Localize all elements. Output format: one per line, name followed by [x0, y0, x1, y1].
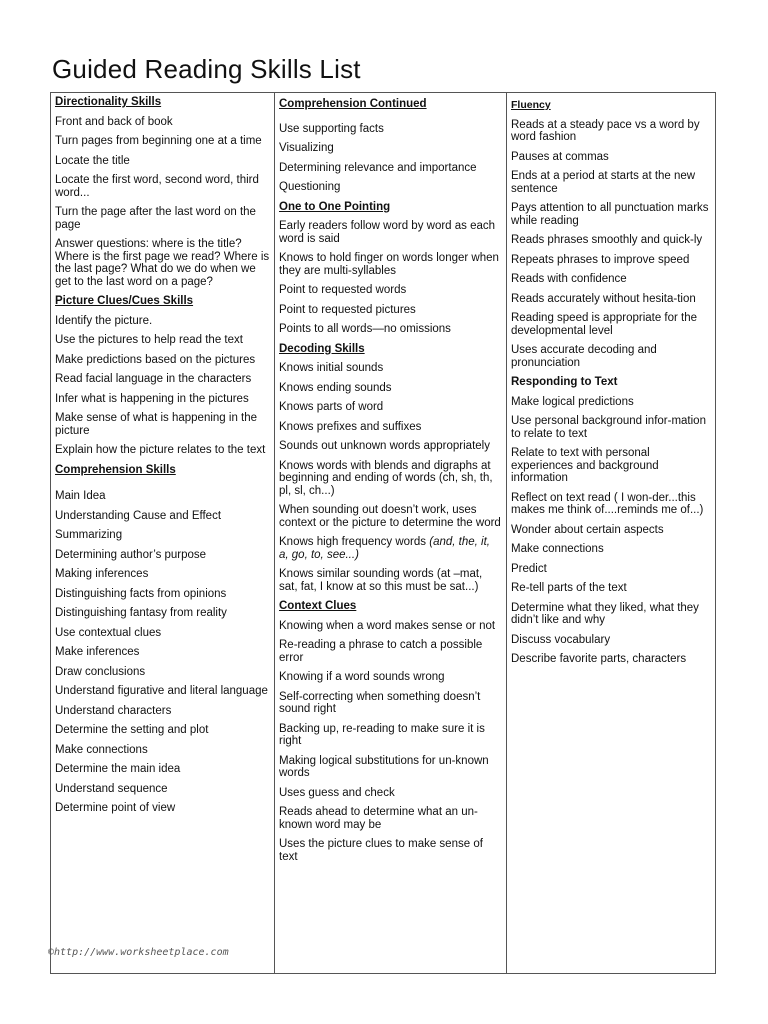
skill-item — [511, 415, 711, 440]
item-text: Uses the picture clues to make sense of text — [279, 838, 483, 863]
item-text: Determining author’s purpose — [55, 548, 207, 561]
skill-item — [279, 123, 502, 136]
skill-item — [55, 627, 270, 640]
item-text: Distinguishing fantasy from reality — [55, 607, 227, 619]
skill-item — [55, 490, 270, 503]
item-text: Distinguishing facts from opinions — [55, 587, 227, 600]
item-text: Uses guess and check — [279, 786, 395, 799]
item-text: Discuss vocabulary — [511, 633, 611, 646]
item-text: Determine the setting and plot — [55, 724, 209, 736]
skill-item — [55, 607, 270, 620]
item-text: Picture Clues/Cues Skills — [55, 295, 194, 307]
item-text: Determine point of view — [55, 802, 176, 814]
item-text: Turn pages from beginning one at a time — [55, 135, 262, 147]
skill-item — [55, 206, 270, 231]
item-text: Pauses at commas — [511, 150, 609, 163]
skill-item — [279, 460, 502, 498]
item-text: Determine what they liked, what they didn’t like and why — [511, 601, 699, 626]
skill-item — [511, 543, 711, 556]
item-text: Understand characters — [55, 704, 172, 717]
item-text: Point to requested words — [279, 284, 407, 296]
skill-item — [511, 634, 711, 647]
section-heading — [279, 343, 502, 356]
skill-item — [55, 174, 270, 199]
item-text: Knows ending sounds — [279, 381, 392, 394]
item-text: Questioning — [279, 181, 341, 193]
item-text: Reads phrases smoothly and quick-ly — [511, 234, 703, 246]
item-text: Re-reading a phrase to catch a possible error — [279, 639, 483, 664]
page-title: Guided Reading Skills List — [52, 54, 361, 84]
item-text: Main Idea — [55, 490, 106, 502]
skill-item — [279, 504, 502, 529]
item-text: Backing up, re-reading to make sure it is right — [279, 722, 485, 747]
item-text: Reads ahead to determine what an un-known word may be — [279, 806, 478, 831]
skill-item — [279, 755, 502, 780]
skill-item — [55, 444, 270, 457]
item-text: Reflect on text read ( I won-der...this makes me think of....reminds me of...) — [511, 491, 704, 516]
skill-item — [511, 396, 711, 409]
skill-item — [511, 254, 711, 267]
skill-item — [511, 602, 711, 627]
item-text: Locate the title — [55, 154, 130, 167]
skill-item — [279, 162, 502, 175]
skill-item — [55, 646, 270, 659]
skill-item — [279, 142, 502, 155]
skill-item — [55, 724, 270, 737]
skill-item — [279, 421, 502, 434]
item-text: Make connections — [55, 743, 148, 756]
item-text: Sounds out unknown words appropriately — [279, 440, 490, 452]
skill-item — [55, 116, 270, 129]
item-text: Pays attention to all punctuation marks while reading — [511, 202, 709, 227]
section-heading — [55, 295, 270, 308]
item-text: Knowing if a word sounds wrong — [279, 671, 445, 683]
section-heading — [55, 464, 270, 477]
item-text: Points to all words—no omissions — [279, 323, 451, 335]
skill-item — [279, 620, 502, 633]
skill-item — [55, 588, 270, 601]
skill-item — [279, 362, 502, 375]
item-text: Knows initial sounds — [279, 362, 384, 374]
item-text: Make sense of what is happening in the picture — [55, 412, 258, 437]
item-text: Front and back of book — [55, 115, 173, 128]
skill-item — [279, 323, 502, 336]
item-text: Reads at a steady pace vs a word by word fashion — [511, 118, 700, 143]
item-text: Making inferences — [55, 568, 149, 580]
item-text: Predict — [511, 562, 547, 575]
item-text: Early readers follow word by word as each word is said — [279, 220, 496, 245]
item-text: Comprehension Continued — [279, 98, 427, 110]
item-text: When sounding out doesn’t work, uses context or the picture to determine the word — [279, 504, 501, 529]
item-text: Fluency — [511, 99, 551, 111]
skill-item — [55, 763, 270, 776]
item-text: Reads with confidence — [511, 273, 627, 285]
item-text: Re-tell parts of the text — [511, 582, 627, 594]
skill-item — [279, 284, 502, 297]
item-text: Decoding Skills — [279, 342, 365, 355]
item-text: Make connections — [511, 543, 604, 555]
item-text: Knows similar sounding words (at –mat, sat, fat, I know at so this must be sat...) — [279, 568, 483, 593]
item-text: Context Clues — [279, 600, 357, 612]
skill-item — [279, 440, 502, 453]
item-text: Ends at a period at starts at the new sentence — [511, 170, 696, 195]
item-text: Use the pictures to help read the text — [55, 334, 243, 346]
skill-item — [511, 293, 711, 306]
column-2 — [275, 93, 507, 973]
item-text: Self-correcting when something doesn’t sound right — [279, 690, 481, 715]
item-text: Summarizing — [55, 529, 123, 541]
item-text: Draw conclusions — [55, 665, 146, 678]
item-text: Understanding Cause and Effect — [55, 509, 222, 522]
item-text: Make inferences — [55, 646, 140, 658]
item-text: Knows prefixes and suffixes — [279, 420, 422, 433]
skill-item — [55, 783, 270, 796]
item-text: Determining relevance and importance — [279, 161, 477, 174]
item-text: Making logical substitutions for un-known words — [279, 754, 489, 779]
item-text: Use contextual clues — [55, 626, 162, 639]
skill-item — [55, 155, 270, 168]
skill-item — [279, 806, 502, 831]
skill-item — [279, 639, 502, 664]
section-heading — [55, 96, 270, 109]
skill-item — [279, 304, 502, 317]
skill-item — [55, 685, 270, 698]
skill-item — [511, 344, 711, 369]
skill-item — [55, 315, 270, 328]
skill-item — [55, 238, 270, 288]
skill-item — [279, 723, 502, 748]
item-text: Visualizing — [279, 142, 334, 154]
skill-item — [55, 412, 270, 437]
skill-item — [55, 334, 270, 347]
skill-item — [511, 170, 711, 195]
item-text: Describe favorite parts, characters — [511, 653, 687, 665]
column-3 — [507, 93, 715, 973]
item-text: Reading speed is appropriate for the developmental level — [511, 312, 698, 337]
item-text: Understand sequence — [55, 782, 168, 795]
skill-item — [511, 119, 711, 144]
item-text: Knows high frequency words — [279, 536, 427, 548]
section-heading — [511, 99, 711, 112]
skill-item — [511, 653, 711, 666]
item-text: Comprehension Skills — [55, 463, 176, 476]
skill-item — [279, 181, 502, 194]
item-text: Infer what is happening in the pictures — [55, 392, 249, 405]
item-text: Make logical predictions — [511, 395, 634, 408]
skill-item — [511, 312, 711, 337]
item-text: Identify the picture. — [55, 314, 153, 327]
skill-item — [279, 382, 502, 395]
item-text: Read facial language in the characters — [55, 373, 252, 385]
section-heading — [279, 600, 502, 613]
skill-item — [279, 536, 502, 561]
skill-item — [55, 549, 270, 562]
skill-item — [511, 202, 711, 227]
skill-item — [55, 568, 270, 581]
skill-item — [279, 838, 502, 863]
skill-item — [55, 802, 270, 815]
skill-item — [511, 151, 711, 164]
item-text: Use supporting facts — [279, 122, 384, 135]
item-text: Locate the first word, second word, third word... — [55, 174, 259, 199]
item-text: Reads accurately without hesita-tion — [511, 292, 696, 305]
item-text: Answer questions: where is the title? Where is the first page we read? Where is the last page? What do we do when we get to the last word on a page? — [55, 238, 270, 288]
item-text: Turn the page after the last word on the page — [55, 206, 256, 231]
skill-item — [55, 744, 270, 757]
item-examples: (and, the, it, a, go, to, see...) — [279, 536, 490, 561]
item-text: Directionality Skills — [55, 96, 162, 108]
skill-item — [511, 273, 711, 286]
skill-item — [55, 529, 270, 542]
skill-item — [511, 563, 711, 576]
item-text: Understand figurative and literal language — [55, 685, 268, 697]
skill-item — [55, 393, 270, 406]
section-heading — [279, 201, 502, 214]
skill-item — [55, 135, 270, 148]
column-1 — [51, 93, 275, 973]
item-text: Repeats phrases to improve speed — [511, 253, 690, 266]
item-text: Knows words with blends and digraphs at beginning and ending of words (ch, sh, th, pl, sl, ch...) — [279, 459, 493, 497]
skill-item — [279, 568, 502, 593]
skill-item — [55, 354, 270, 367]
item-text: Knows to hold finger on words longer when they are multi-syllables — [279, 252, 499, 277]
item-text: Wonder about certain aspects — [511, 523, 664, 536]
skill-item — [511, 524, 711, 537]
skill-item — [279, 691, 502, 716]
skill-item — [55, 510, 270, 523]
section-heading — [279, 98, 502, 111]
item-text: One to One Pointing — [279, 200, 391, 213]
item-text: Use personal background infor-mation to relate to text — [511, 415, 706, 440]
item-text: Responding to Text — [511, 376, 618, 388]
section-heading — [511, 376, 711, 389]
skill-item — [511, 582, 711, 595]
skill-item — [279, 220, 502, 245]
skill-item — [55, 705, 270, 718]
item-text: Point to requested pictures — [279, 303, 416, 316]
item-text: Knows parts of word — [279, 401, 384, 413]
skill-item — [279, 252, 502, 277]
skills-table — [50, 92, 716, 974]
item-text: Relate to text with personal experiences and background information — [511, 447, 659, 484]
item-text: Make predictions based on the pictures — [55, 353, 256, 366]
item-text: Uses accurate decoding and pronunciation — [511, 344, 657, 369]
skill-item — [55, 373, 270, 386]
credit-text: ©http://www.worksheetplace.com — [48, 947, 229, 958]
skill-item — [279, 401, 502, 414]
skill-item — [279, 787, 502, 800]
skill-item — [511, 492, 711, 517]
skill-item — [55, 666, 270, 679]
item-text: Explain how the picture relates to the text — [55, 444, 266, 456]
skill-item — [511, 234, 711, 247]
item-text: Determine the main idea — [55, 763, 181, 775]
skill-item — [511, 447, 711, 485]
skill-item — [279, 671, 502, 684]
item-text: Knowing when a word makes sense or not — [279, 619, 496, 632]
